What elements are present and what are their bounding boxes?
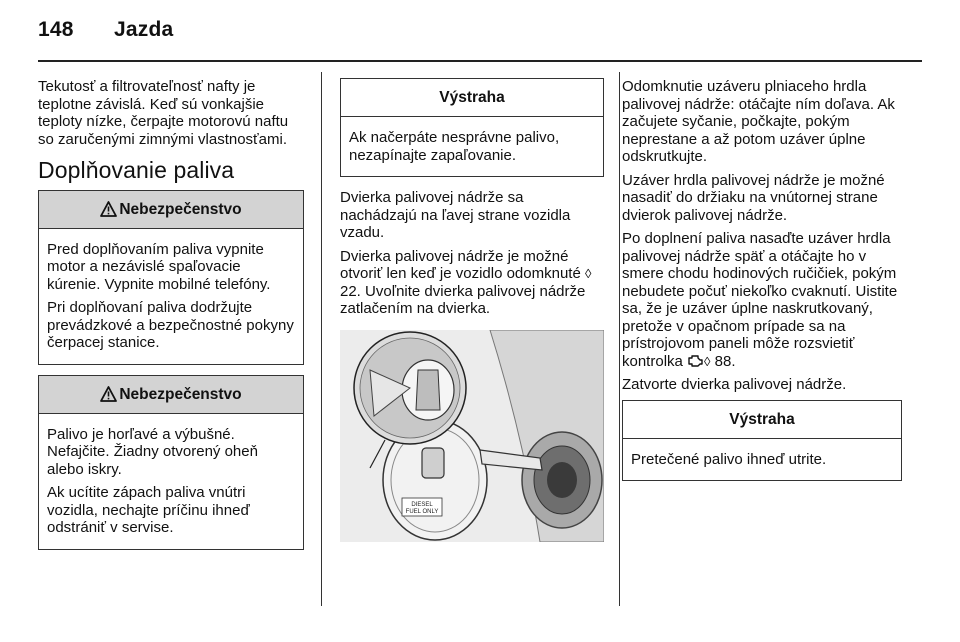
body-paragraph: Dvierka palivovej nádrže sa nachádzajú na ľavej strane vozidla vzadu. [340, 189, 571, 241]
column-divider [321, 72, 322, 606]
danger-text: Ak ucítite zápach paliva vnútri vozidla, nechajte príčinu ihneď odstrániť v servise. [47, 484, 250, 536]
fuel-door-illustration [340, 330, 604, 542]
warning-box-body [341, 117, 603, 176]
body-paragraph: Po doplnení paliva nasaďte uzáver hrdla palivovej nádrže späť a otáčajte ho v smere chodu hodinových ručičiek, pokým nebudete počuť niekoľko cvaknutí. Uistite sa, že je uzáver úplne naskrutkovaný, pretože v opačnom prípade sa na prístrojovom paneli môže rozsvietiť kontrolka ◊ 88. [622, 230, 898, 370]
warning-box-header: Výstraha [623, 401, 901, 439]
reference-arrow-icon: ◊ [584, 266, 592, 281]
fuel-filler-drawing [340, 330, 604, 542]
danger-box [38, 190, 304, 365]
body-paragraph: Zatvorte dvierka palivovej nádrže. [622, 376, 847, 393]
danger-text: Palivo je horľavé a výbušné. Nefajčite. Žiadny otvorený oheň alebo iskry. [47, 425, 258, 478]
column-left [38, 78, 304, 560]
warning-box [340, 78, 604, 177]
warning-box-body [623, 439, 901, 481]
warning-box-header: Výstraha [341, 79, 603, 117]
header-rule [38, 60, 922, 62]
column-right [622, 78, 902, 491]
danger-text: Pred doplňovaním paliva vypnite motor a nezávislé spaľovacie kúrenie. Vypnite mobilné telefóny. [47, 240, 271, 293]
section-heading: Doplňovanie paliva [38, 157, 235, 183]
reference-arrow-icon: ◊ [704, 353, 711, 369]
danger-text: Pri doplňovaní paliva dodržujte prevádzkové a bezpečnostné pokyny čerpacej stanice. [47, 299, 294, 351]
cap-label: FUEL ONLY [405, 508, 439, 515]
column-divider [619, 72, 620, 606]
danger-box-header [39, 191, 303, 229]
body-paragraph: Dvierka palivovej nádrže je možné otvoriť len keď je vozidlo odomknuté ◊ 22. Uvoľnite dvierka palivovej nádrže zatlačením na dvierka. [340, 247, 592, 317]
page-number: 148 [38, 18, 74, 41]
warning-text: Pretečené palivo ihneď utrite. [631, 450, 827, 468]
danger-box [38, 375, 304, 550]
body-paragraph: Odomknutie uzáveru plniaceho hrdla palivovej nádrže: otáčajte ním doľava. Ak začujete syčanie, počkajte, pokým neprestane a až potom uzáver úplne odskrutkujte. [622, 78, 895, 165]
danger-box-header [39, 376, 303, 414]
cap-label: DIESEL [411, 501, 433, 508]
check-engine-lamp-icon [687, 354, 704, 368]
warning-box [622, 400, 902, 482]
page-header [38, 18, 173, 42]
section-title: Jazda [114, 18, 174, 41]
danger-box-body [39, 229, 303, 364]
danger-box-body [39, 414, 303, 549]
column-middle [340, 78, 604, 542]
warning-triangle-icon [100, 201, 117, 217]
body-paragraph: Uzáver hrdla palivovej nádrže je možné nasadiť do držiaku na vnútornej strane dvierok palivovej nádrže. [622, 171, 885, 224]
danger-title: Nebezpečenstvo [119, 200, 242, 218]
warning-triangle-icon [100, 386, 117, 402]
intro-paragraph: Tekutosť a filtrovateľnosť nafty je teplotne závislá. Keď sú vonkajšie teploty nízke, čerpajte motorovú naftu so zaručenými zimnými vlastnosťami. [38, 78, 289, 148]
danger-title: Nebezpečenstvo [119, 385, 242, 403]
warning-text: Ak načerpáte nesprávne palivo, nezapínajte zapaľovanie. [349, 129, 560, 164]
